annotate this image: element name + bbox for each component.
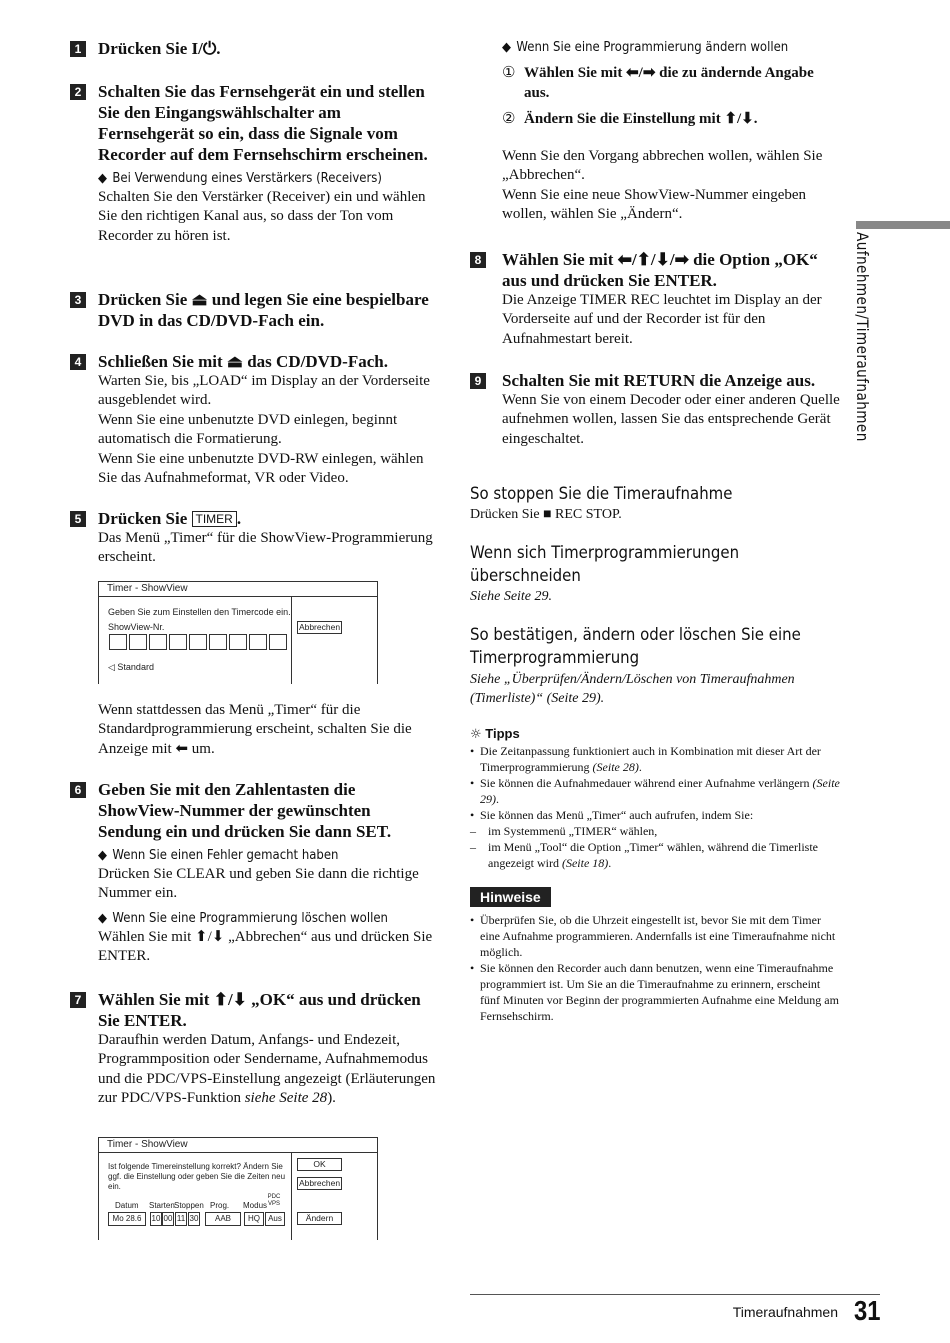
digit-box[interactable] [169, 634, 187, 650]
step-title: Schließen Sie mit ⏏ das CD/DVD-Fach. [98, 352, 388, 371]
substep-1: ① Wählen Sie mit ⬅/➡ die zu ändernde Angabe aus. [502, 65, 814, 101]
stop-minute-field[interactable]: 30 [188, 1212, 200, 1226]
change-section [470, 38, 840, 225]
step-body: Das Menü „Timer“ für die ShowView-Programmierung erscheint. [98, 530, 433, 566]
step-5 [70, 508, 438, 568]
digit-box[interactable] [109, 634, 127, 650]
tip-item: • Die Zeitanpassung funktioniert auch in Kombination mit dieser Art der Timerprogrammierung (Seite 28). [470, 743, 840, 775]
step-body: Wenn Sie von einem Decoder oder einer anderen Quelle aufnehmen wollen, lassen Sie das entsprechende Gerät eingeschaltet. [502, 392, 840, 447]
digit-box[interactable] [229, 634, 247, 650]
step-title: Drücken Sie ⏏ und legen Sie eine bespielbare DVD in das CD/DVD-Fach ein. [98, 290, 429, 330]
tip-subitem: – im Systemmenü „TIMER“ wählen, [470, 824, 658, 838]
screen-prompt: Ist folgende Timereinstellung korrekt? Ändern Sie ggf. die Einstellung oder geben Sie die Zeiten neu ein. [108, 1162, 286, 1191]
step-number: 3 [70, 292, 86, 308]
footer-divider [470, 1294, 880, 1295]
heading-confirm: So bestätigen, ändern oder löschen Sie eine Timerprogrammierung [470, 625, 801, 668]
tip-subitem: – im Menü „Tool“ die Option „Timer“ wählen, während die Timerliste angezeigt wird (Seite 18). [470, 840, 818, 870]
pdc-header: PDC VPS [267, 1194, 281, 1207]
heading-stop: So stoppen Sie die Timeraufnahme [470, 484, 733, 504]
step-number: 7 [70, 992, 86, 1008]
showview-screen [98, 581, 378, 684]
tip-item: • Sie können die Aufnahmedauer während einer Aufnahme verlängern (Seite 29). [470, 775, 840, 807]
step-body: Daraufhin werden Datum, Anfangs- und Endezeit, Programmposition oder Sendername, Aufnahmemodus und die PDC/VPS-Einstellung angezeigt (Erläuterungen zur PDC/VPS-Funktion siehe Seite 28). [98, 1032, 436, 1107]
date-header: Datum [115, 1201, 139, 1210]
subheading: ◆ Bei Verwendung eines Verstärkers (Receivers) [98, 171, 382, 186]
step-number: 5 [70, 511, 86, 527]
step-3 [70, 289, 438, 331]
step-body: Warten Sie, bis „LOAD“ im Display an der Vorderseite ausgeblendet wird. Wenn Sie eine unbenutzte DVD einlegen, beginnt automatisch die Formatierung. Wenn Sie eine unbenutzte DVD-RW einlegen, wählen Sie das Aufnahmeformat, VR oder Video. [98, 373, 430, 487]
lightbulb-icon: ☼ [470, 727, 482, 742]
digit-box[interactable] [189, 634, 207, 650]
cancel-button[interactable]: Abbrechen [298, 622, 341, 632]
sidebar-tab-bar [856, 221, 950, 229]
timer-key: TIMER [192, 511, 237, 527]
step-7 [70, 989, 438, 1109]
step-8 [470, 249, 840, 349]
heading-overlap: Wenn sich Timerprogrammierungen überschneiden [470, 543, 740, 586]
step-title: Schalten Sie das Fernsehgerät ein und stellen Sie den Eingangswählschalter am Fernsehgerät so ein, dass die Signale vom Recorder auf dem Fernsehschirm erscheinen. [98, 82, 428, 164]
digit-box[interactable] [249, 634, 267, 650]
step-number: 2 [70, 84, 86, 100]
subheading: ◆ Wenn Sie einen Fehler gemacht haben [98, 848, 339, 863]
notes-list [470, 912, 840, 1024]
start-hour-field[interactable]: 10 [150, 1212, 162, 1226]
step-number: 9 [470, 373, 486, 389]
step-body: Drücken Sie CLEAR und geben Sie dann die richtige Nummer ein. [98, 866, 419, 902]
digit-box[interactable] [149, 634, 167, 650]
cancel-info: Wenn Sie den Vorgang abbrechen wollen, wählen Sie „Abbrechen“. Wenn Sie eine neue ShowView-Nummer eingeben wollen, wählen Sie „Ändern“. [502, 148, 823, 223]
page-number: 31 [854, 1295, 881, 1326]
start-header: Starten [149, 1201, 175, 1210]
substep-2: ② Ändern Sie die Einstellung mit ⬆/⬇. [502, 111, 758, 127]
note-item: • Überprüfen Sie, ob die Uhrzeit eingestellt ist, bevor Sie mit dem Timer eine Aufnahme programmieren. Andernfalls ist eine Timeraufnahme nicht möglich. [470, 912, 840, 960]
footer-label: Timeraufnahmen [732, 1304, 838, 1320]
step-number: 1 [70, 41, 86, 57]
mode-header: Modus [243, 1201, 268, 1210]
step-4 [70, 351, 438, 488]
prog-header: Prog. [210, 1201, 230, 1210]
screen-title: Timer - ShowView [99, 582, 377, 597]
step-title: Geben Sie mit den Zahlentasten die ShowView-Nummer der gewünschten Sendung ein und drücken Sie dann SET. [98, 780, 392, 841]
step-body: Wählen Sie mit ⬆/⬇ „Abbrechen“ aus und drücken Sie ENTER. [98, 928, 433, 965]
step-title: Wählen Sie mit ⬅/⬆/⬇/➡ die Option „OK“ aus und drücken Sie ENTER. [502, 250, 818, 290]
mode-field[interactable]: HQ [244, 1212, 264, 1226]
screen-title: Timer - ShowView [99, 1138, 377, 1153]
sidebar-label: Aufnehmen/Timeraufnahmen [853, 232, 872, 442]
digit-box[interactable] [269, 634, 287, 650]
step-1 [70, 38, 438, 59]
step-title: Schalten Sie mit RETURN die Anzeige aus. [502, 371, 816, 390]
step-number: 4 [70, 354, 86, 370]
change-button[interactable]: Ändern [297, 1212, 342, 1225]
tips-heading: ☼ Tipps [470, 726, 520, 742]
step-number: 6 [70, 782, 86, 798]
confirm-ref: Siehe „Überprüfen/Ändern/Löschen von Timeraufnahmen (Timerliste)“ (Seite 29). [470, 672, 795, 706]
digit-box[interactable] [129, 634, 147, 650]
step5-after: Wenn stattdessen das Menü „Timer“ für die Standardprogrammierung erscheint, schalten Sie die Anzeige mit ⬅ um. [98, 702, 412, 757]
sidebar-tab [846, 232, 876, 472]
step-2 [70, 81, 438, 246]
step-title: Drücken Sie TIMER . [98, 509, 242, 528]
subheading: ◆ Wenn Sie eine Programmierung ändern wollen [502, 40, 789, 55]
note-item: • Sie können den Recorder auch dann benutzen, wenn eine Timeraufnahme programmiert ist. Um Sie an die Timeraufnahme zu erinnern, erscheint fünf Minuten vor Beginn der programmierten Aufnahme eine Meldung am Fernsehschirm. [470, 960, 840, 1024]
step-title: Drücken Sie I/⏻. [98, 39, 221, 58]
showview-label: ShowView-Nr. [108, 622, 165, 632]
step-number: 8 [470, 252, 486, 268]
cancel-button[interactable]: Abbrechen [298, 1178, 341, 1188]
step-body: Schalten Sie den Verstärker (Receiver) ein und wählen Sie den richtigen Kanal aus, so dass der Ton vom Recorder zu hören ist. [98, 189, 426, 244]
stop-body: Drücken Sie ■ REC STOP. [470, 507, 622, 522]
digit-box[interactable] [209, 634, 227, 650]
date-field[interactable]: Mo 28.6 [108, 1212, 146, 1226]
step-body: Die Anzeige TIMER REC leuchtet im Display an der Vorderseite auf und der Recorder ist für den Aufnahmestart bereit. [502, 292, 822, 347]
ok-button[interactable]: OK [297, 1158, 342, 1171]
pdc-field[interactable]: Aus [265, 1212, 285, 1226]
stop-header: Stoppen [174, 1201, 204, 1210]
screen-prompt: Geben Sie zum Einstellen den Timercode ein. [108, 607, 291, 617]
step-6 [70, 779, 438, 967]
notes-heading: Hinweise [470, 887, 840, 907]
tips-list [470, 743, 840, 871]
start-minute-field[interactable]: 00 [162, 1212, 174, 1226]
stop-hour-field[interactable]: 11 [175, 1212, 187, 1226]
subheading: ◆ Wenn Sie eine Programmierung löschen wollen [98, 910, 388, 926]
step-title: Wählen Sie mit ⬆/⬇ „OK“ aus und drücken Sie ENTER. [98, 990, 421, 1030]
standard-toggle[interactable]: ◁ Standard [108, 662, 154, 672]
overlap-ref: Siehe Seite 29. [470, 589, 553, 604]
prog-field[interactable]: AAB [205, 1212, 241, 1226]
showview-confirm-screen [98, 1137, 378, 1240]
tip-item: • Sie können das Menü „Timer“ auch aufrufen, indem Sie: [470, 807, 840, 823]
step-9 [470, 370, 840, 449]
